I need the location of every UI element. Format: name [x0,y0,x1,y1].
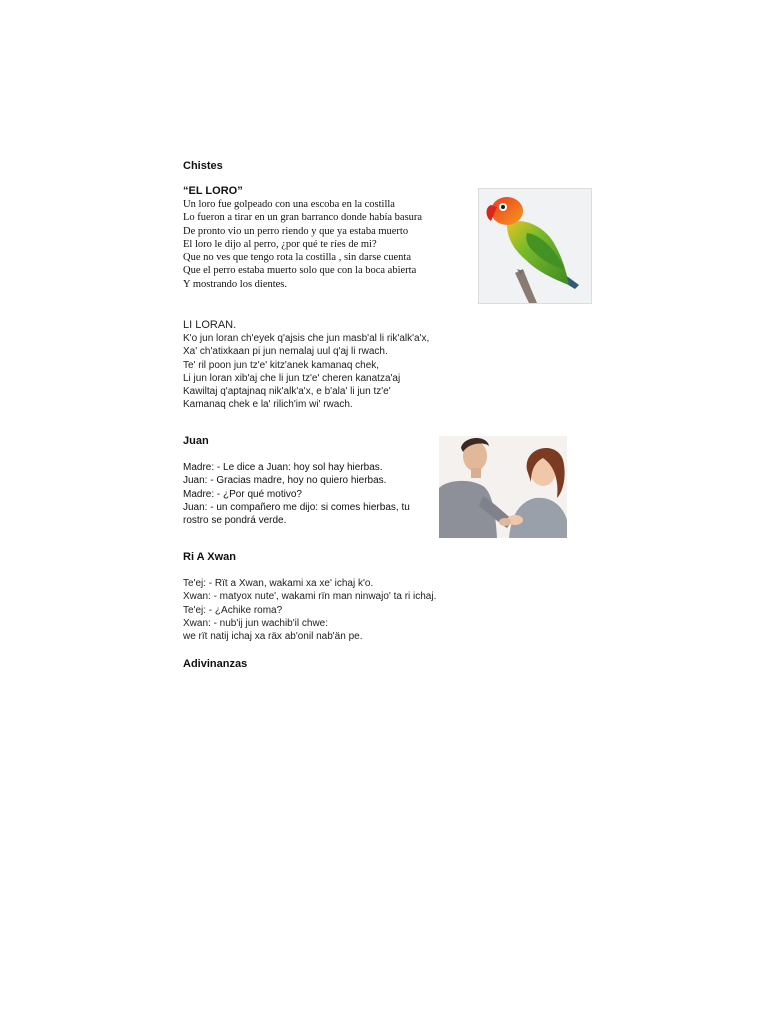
joke-body [183,332,429,412]
section-heading-adivinanzas: Adivinanzas [183,658,248,670]
joke-el-loro [183,184,422,291]
joke-title: LI LORAN. [183,319,237,331]
text-line: Lo fueron a tirar en un gran barranco donde había basura [183,212,423,224]
text-line: Te'ej: - Rït a Xwan, wakami xa xe' ichaj k'o. [183,578,374,589]
text-line: Que el perro estaba muerto solo que con la boca abierta [183,265,417,277]
text-line: Li jun loran xib'aj che li jun tz'e' cheren kanatza'aj [183,372,401,384]
joke-title: “EL LORO” [183,185,243,197]
text-line: Madre: - ¿Por qué motivo? [183,488,302,500]
text-line: K'o jun loran ch'eyek q'ajsis che jun masb'al li rik'alk'a'x, [183,333,430,344]
text-line: Xwan: - matyox nute', wakami rïn man ninwajo' ta ri ichaj. [183,591,437,603]
text-line: Te'ej: - ¿Achike roma? [183,604,283,616]
text-line: Kamanaq chek e la' rilich'im wi' rwach. [183,399,353,411]
text-line: De pronto vio un perro riendo y que ya estaba muerto [183,225,409,237]
couple-image [439,436,567,538]
text-line: El loro le dijo al perro, ¿por qué te ríes de mi? [183,238,377,250]
text-line: Xa' ch'atixkaan pi jun nemalaj uul q'aj li rwach. [183,346,388,358]
joke-body [183,577,436,643]
joke-title: Ri A Xwan [183,551,236,563]
text-line: Un loro fue golpeado con una escoba en la costilla [183,199,395,210]
text-line: rostro se pondrá verde. [183,515,287,527]
text-line: Kawiltaj q'aptajnaq nik'alk'a'x, e b'ala' li jun tz'e' [183,386,391,398]
text-line: Xwan: - nub'ij jun wachib'il chwe: [183,617,328,629]
joke-body [183,461,410,527]
text-line: Juan: - un compañero me dijo: si comes hierbas, tu [183,501,410,513]
joke-ri-a-xwan [183,550,436,643]
text-line: Que no ves que tengo rota la costilla , sin darse cuenta [183,252,412,264]
joke-li-loran [183,318,429,412]
joke-title: Juan [183,435,209,447]
joke-body [183,198,422,291]
parrot-image [478,188,592,304]
text-line: we rït natij ichaj xa räx ab'onil nab'än pe. [183,631,363,643]
joke-juan [183,434,410,527]
text-line: Madre: - Le dice a Juan: hoy sol hay hierbas. [183,462,383,473]
text-line: Y mostrando los dientes. [183,278,288,290]
text-line: Te' ril poon jun tz'e' kitz'anek kamanaq chek, [183,359,380,371]
text-line: Juan: - Gracias madre, hoy no quiero hierbas. [183,475,387,487]
section-heading-chistes: Chistes [183,160,223,172]
